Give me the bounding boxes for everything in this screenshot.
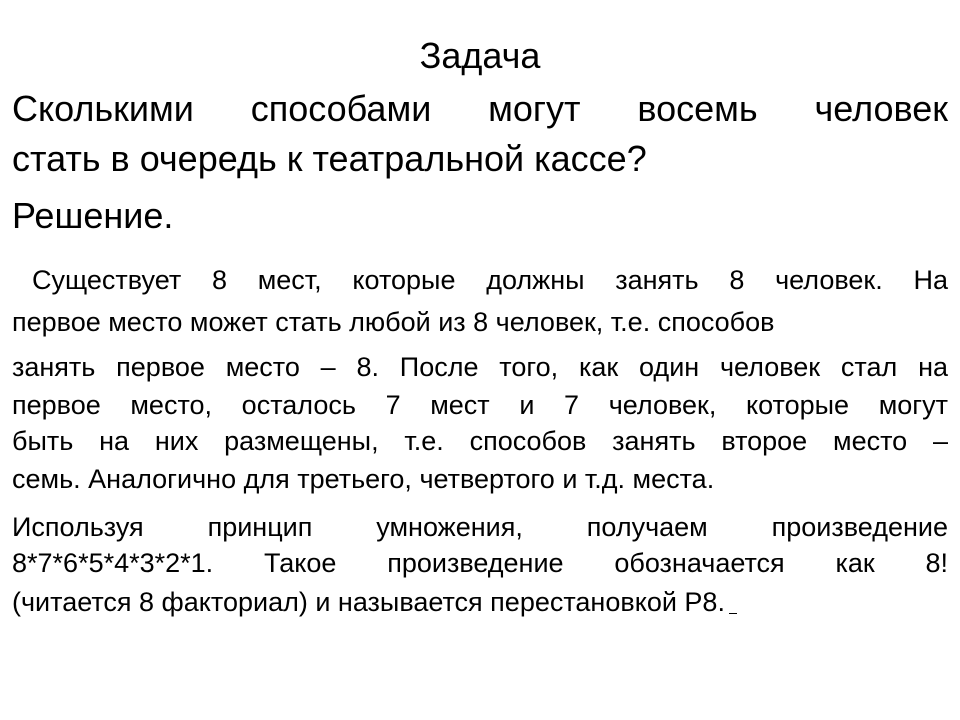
solution-line: занять первое место – 8. После того, как один человек стал на bbox=[12, 352, 948, 382]
solution-line: семь. Аналогично для третьего, четвертого и т.д. места. bbox=[12, 464, 715, 494]
solution-line-text: (читается 8 факториал) и называется перестановкой P8. bbox=[12, 587, 725, 617]
question-line: стать в очередь к театральной кассе? bbox=[12, 138, 647, 179]
solution-line: первое место, осталось 7 мест и 7 человек, которые могут bbox=[12, 390, 948, 420]
solution-heading: Решение. bbox=[12, 195, 174, 236]
solution-line: быть на них размещены, т.е. способов занять второе место – bbox=[12, 426, 948, 456]
solution-line: первое место может стать любой из 8 человек, т.е. способов bbox=[12, 307, 775, 337]
trailing-underline bbox=[729, 612, 737, 614]
solution-line-last bbox=[12, 586, 948, 618]
question-line: Сколькими способами могут восемь человек bbox=[12, 88, 948, 129]
solution-line: 8*7*6*5*4*3*2*1. Такое произведение обозначается как 8! bbox=[12, 548, 948, 578]
solution-line: Существует 8 мест, которые должны занять 8 человек. На bbox=[32, 265, 948, 295]
slide-title: Задача bbox=[419, 35, 541, 76]
solution-line: Используя принцип умножения, получаем произведение bbox=[12, 512, 948, 542]
